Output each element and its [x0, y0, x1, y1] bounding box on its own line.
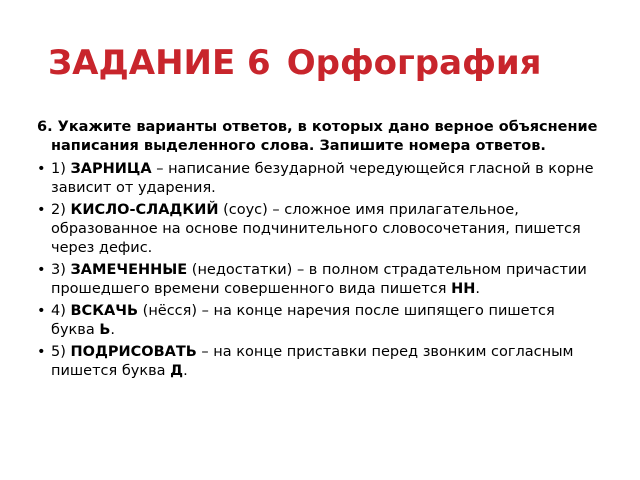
- bullet-icon: •: [37, 161, 46, 177]
- bullet-icon: •: [37, 344, 46, 360]
- option-explanation: (недостатки) – в полном страдательном причастии прошедшего времени совершенного вида пишется: [51, 262, 587, 297]
- option-word: КИСЛО-СЛАДКИЙ: [70, 202, 219, 218]
- option-letter: Д: [170, 363, 184, 379]
- answer-options-list: [37, 160, 602, 381]
- slide-title: [48, 40, 541, 86]
- option-word: ЗАМЕЧЕННЫЕ: [70, 262, 188, 278]
- option-number: 2): [51, 202, 66, 218]
- option-explanation: – написание безударной чередующейся гласной в корне зависит от ударения.: [51, 161, 594, 196]
- title-topic: Орфография: [286, 43, 542, 83]
- bullet-icon: •: [37, 262, 46, 278]
- option-number: 5): [51, 344, 66, 360]
- option-word: ВСКАЧЬ: [70, 303, 139, 319]
- option-word: ПОДРИСОВАТЬ: [70, 344, 197, 360]
- option-tail: .: [475, 281, 480, 297]
- option-explanation: (соус) – сложное имя прилагательное, образованное на основе подчинительного словосочетания, пишется через дефис.: [51, 202, 581, 256]
- option-word: ЗАРНИЦА: [70, 161, 152, 177]
- answer-option-4: [37, 302, 602, 340]
- option-explanation: (нёсся) – на конце наречия после шипящего пишется буква: [51, 303, 555, 338]
- option-explanation: – на конце приставки перед звонким согласным пишется буква: [51, 344, 574, 379]
- option-letter: Ь: [99, 322, 111, 338]
- bullet-icon: •: [37, 303, 46, 319]
- answer-option-5: [37, 343, 602, 381]
- question-text: 6. Укажите варианты ответов, в которых дано верное объяснение написания выделенного слова. Запишите номера ответов.: [37, 119, 598, 154]
- option-tail: .: [110, 322, 115, 338]
- option-tail: .: [183, 363, 188, 379]
- answer-option-1: [37, 160, 602, 198]
- title-task-number: ЗАДАНИЕ 6: [48, 43, 271, 83]
- bullet-icon: •: [37, 202, 46, 218]
- option-number: 4): [51, 303, 66, 319]
- option-letter: НН: [451, 281, 476, 297]
- option-number: 1): [51, 161, 66, 177]
- task-content: [37, 118, 602, 384]
- answer-option-3: [37, 261, 602, 299]
- option-number: 3): [51, 262, 66, 278]
- answer-option-2: [37, 201, 602, 258]
